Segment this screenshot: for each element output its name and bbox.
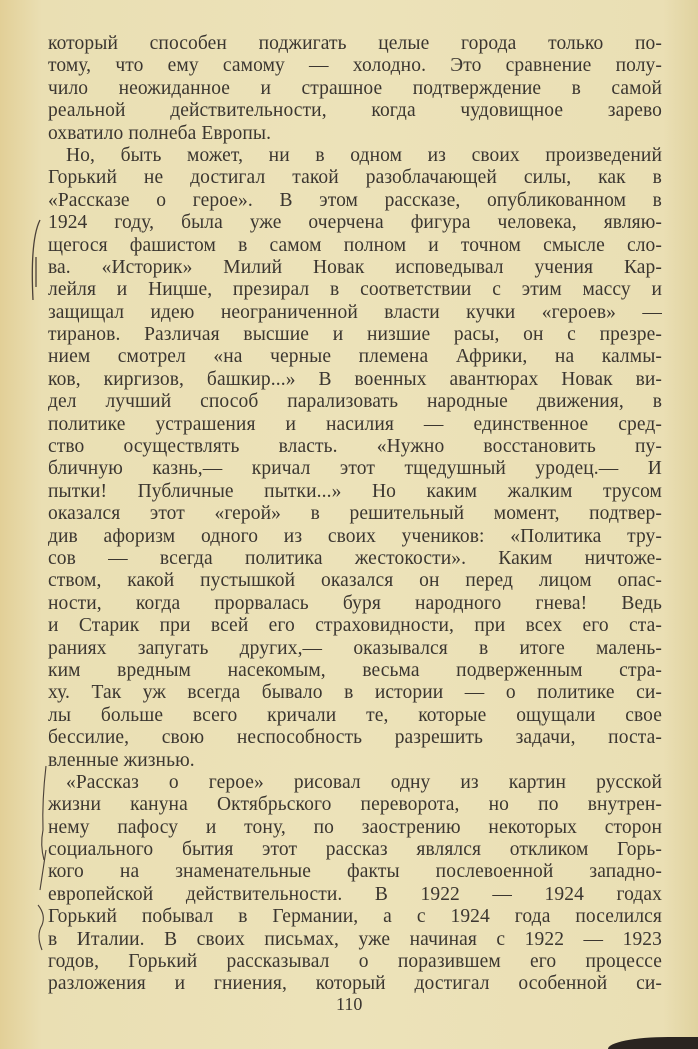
text-line: пытки! Публичные пытки...» Но каким жалким трусом (48, 480, 662, 502)
text-line: разложения и гниения, который достигал особенной си- (48, 973, 662, 995)
text-line: социального бытия этот рассказ являлся откликом Горь- (48, 839, 662, 861)
text-line: ности, когда прорвалась буря народного гнева! Ведь (48, 592, 662, 614)
text-line: чило неожиданное и страшное подтверждение в самой (48, 77, 662, 99)
text-line: тиранов. Различая высшие и низшие расы, он с презре- (48, 324, 662, 346)
text-line: охватило полнеба Европы. (48, 122, 272, 144)
text-line: ков, киргизов, башкир...» В военных авантюрах Новак ви- (48, 368, 662, 390)
text-line: бличную казнь,— кричал этот тщедушный уродец.— И (48, 458, 662, 480)
text-line: нием смотрел «на черные племена Африки, на калмы- (48, 346, 662, 368)
text-line: оказался этот «герой» в решительный момент, подтвер- (48, 503, 662, 525)
text-line: ва. «Историк» Милий Новак исповедывал учения Кар- (48, 256, 662, 278)
text-line: реальной действительности, когда чудовищное зарево (48, 100, 662, 122)
text-line: который способен поджигать целые города только по- (48, 33, 662, 54)
text-line: лы больше всего кричали те, которые ощущали свое (48, 704, 662, 726)
text-line: ху. Так уж всегда бывало в истории — о политике си- (48, 682, 662, 704)
text-line: и Старик при всей его страховидности, при всех его ста- (48, 615, 662, 637)
text-line: Но, быть может, ни в одном из своих произведений (66, 144, 662, 166)
text-line: див афоризм одного из своих учеников: «Политика тру- (48, 525, 662, 547)
text-line: защищал идею неограниченной власти кучки «героев» — (48, 301, 662, 323)
text-line: Горький не достигал такой разоблачающей силы, как в (48, 167, 662, 189)
text-line: «Рассказе о герое». В этом рассказе, опубликованном в (48, 189, 662, 211)
text-line: «Рассказ о герое» рисовал одну из картин русской (66, 771, 662, 793)
text-line: вленные жизнью. (48, 749, 195, 771)
text-line: лейля и Ницше, презирал в соответствии с этим массу и (48, 279, 662, 301)
text-line: дел лучший способ парализовать народные движения, в (48, 391, 662, 413)
text-line: раниях запугать других,— оказывался в итоге малень- (48, 637, 662, 659)
text-line: ством, какой пустышкой оказался он перед лицом опас- (48, 570, 662, 592)
text-line: сов — всегда политика жестокости». Каким ничтоже- (48, 547, 662, 569)
text-line: щегося фашистом в самом полном и точном смысле сло- (48, 234, 662, 256)
text-line: тому, что ему самому — холодно. Это сравнение полу- (48, 55, 662, 77)
text-line: политике устрашения и насилия — единственное сред- (48, 413, 662, 435)
text-line: европейской действительности. В 1922 — 1924 годах (48, 883, 662, 905)
page-number: 110 (336, 994, 363, 1014)
text-line: 1924 году, была уже очерчена фигура человека, являю- (48, 212, 662, 234)
text-line: кого на знаменательные факты послевоенной западно- (48, 861, 662, 883)
text-line: в Италии. В своих письмах, уже начиная с 1922 — 1923 (48, 928, 662, 950)
text-line: ство осуществлять власть. «Нужно восстановить пу- (48, 436, 662, 458)
book-page-text (48, 33, 662, 996)
text-line: Горький побывал в Германии, а с 1924 года поселился (48, 906, 662, 928)
text-line: ким вредным насекомым, весьма подверженным стра- (48, 659, 662, 681)
page-edge-shadow (608, 1037, 698, 1049)
text-line: нему пафосу и тону, по заострению некоторых сторон (48, 816, 662, 838)
text-line: годов, Горький рассказывал о поразившем его процессе (48, 951, 662, 973)
text-line: бессилие, свою неспособность разрешить задачи, поста- (48, 727, 662, 749)
text-line: жизни кануна Октябрьского переворота, но по внутрен- (48, 794, 662, 816)
